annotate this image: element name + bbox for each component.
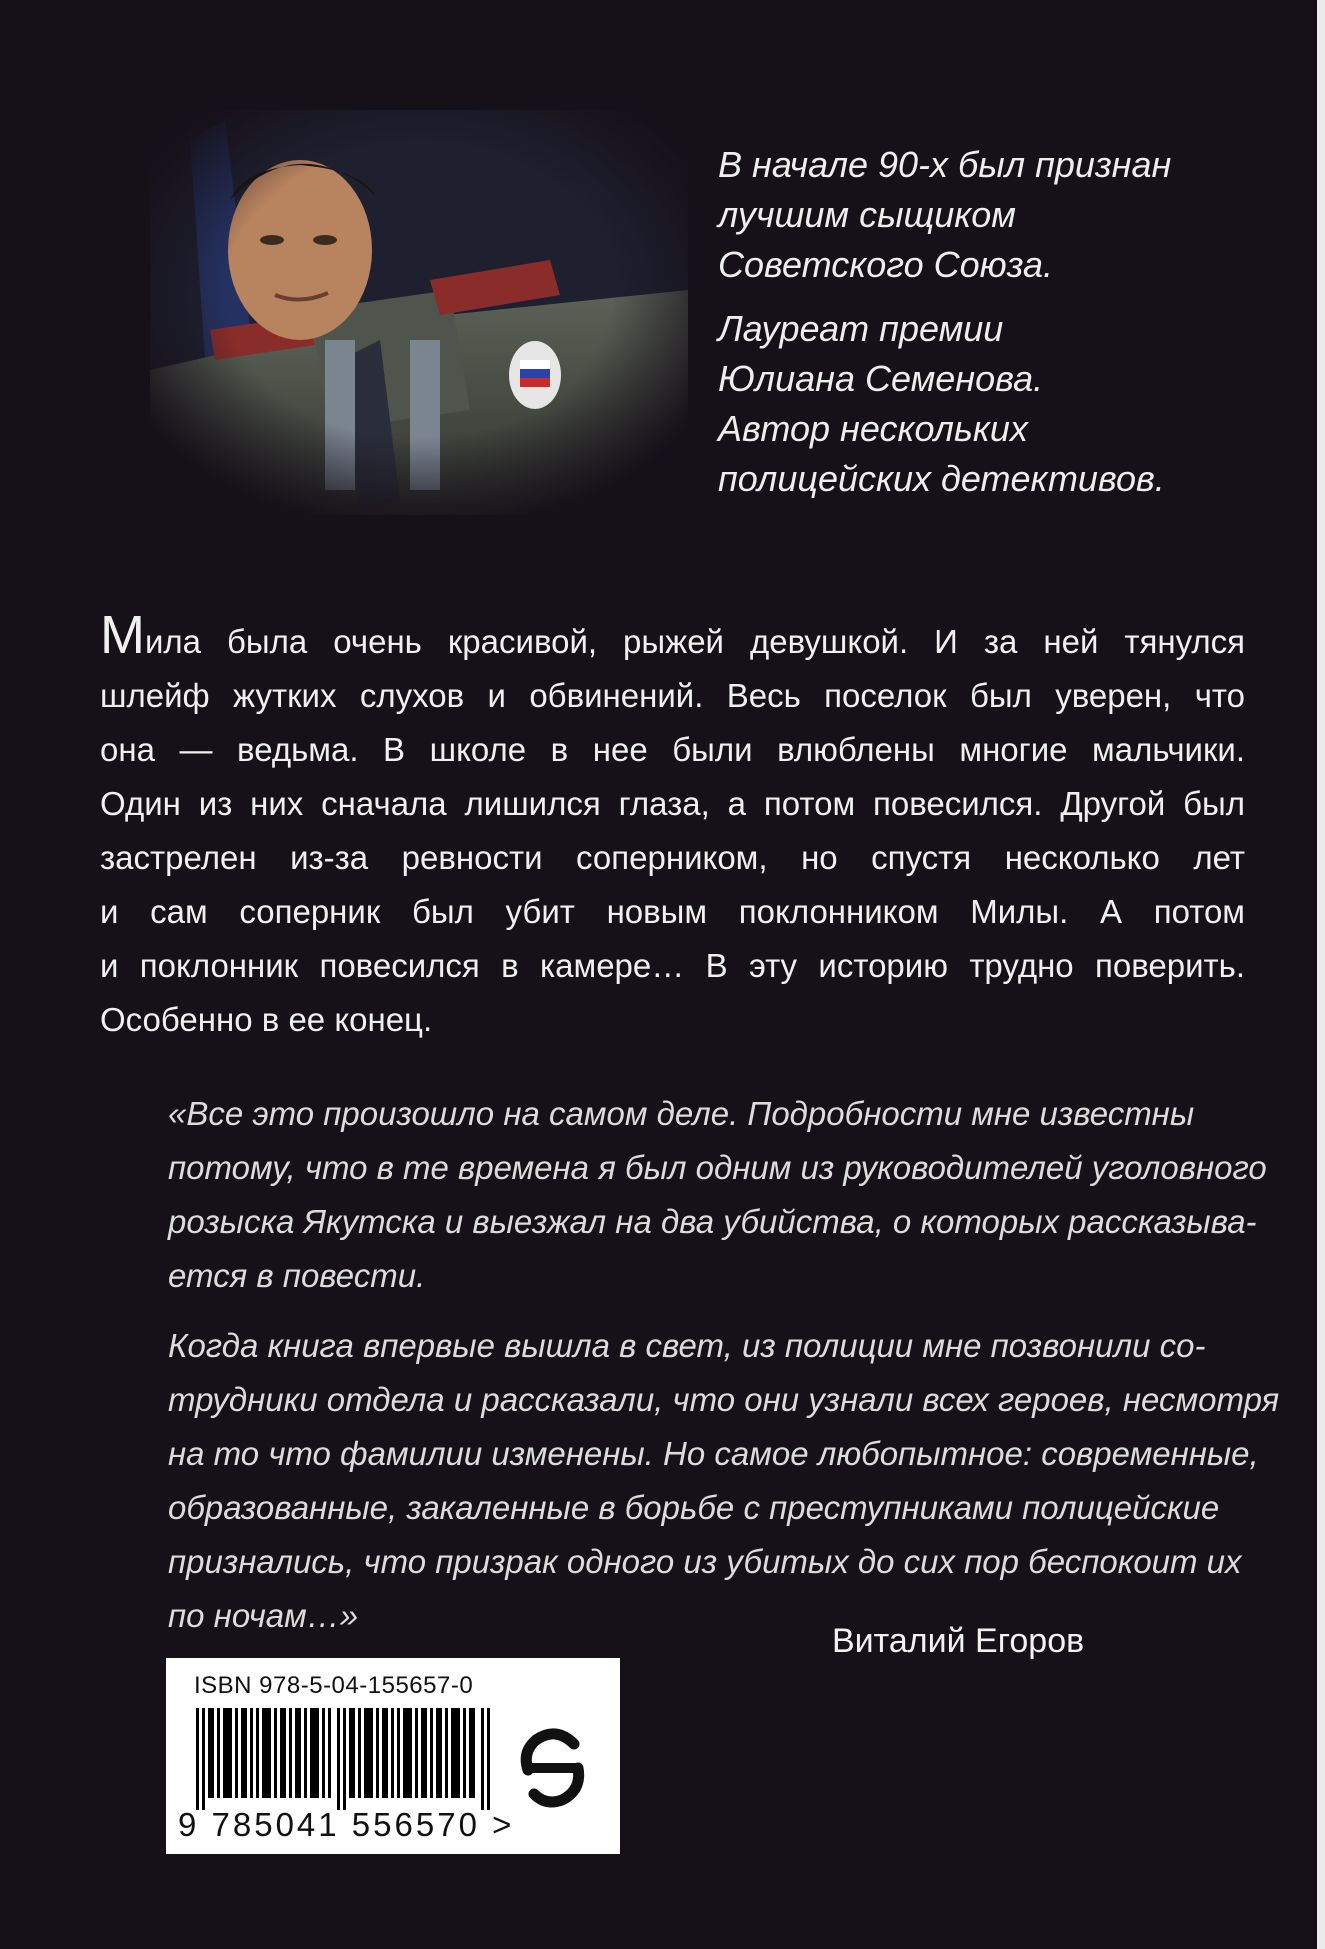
isbn-label: ISBN 978-5-04-155657-0	[194, 1672, 474, 1699]
quote-line: по ночам…»	[168, 1597, 359, 1634]
author-quote	[168, 1087, 1280, 1659]
author-bio	[718, 140, 1278, 518]
quote-line: признались, что призрак одного из убитых до сих пор беспокоит их	[168, 1543, 1242, 1580]
bio-paragraph-2	[718, 304, 1278, 504]
blurb-line: Мила была очень красивой, рыжей девушкой. И за ней тянулся	[100, 605, 1245, 665]
blurb-line: Особенно в ее конец.	[100, 1001, 433, 1038]
blurb-line: застрелен из-за ревности соперником, но спустя несколько лет	[100, 839, 1245, 876]
blurb-line: Один из них сначала лишился глаза, а потом повесился. Другой был	[100, 785, 1245, 822]
blurb-initial-letter: М	[100, 605, 145, 665]
quote-line: розыска Якутска и выезжал на два убийства, о которых рассказыва-	[168, 1203, 1257, 1240]
book-blurb	[100, 605, 1245, 1047]
blurb-line: шлейф жутких слухов и обвинений. Весь поселок был уверен, что	[100, 677, 1245, 714]
quote-line: на то что фамилии изменены. Но самое любопытное: современные,	[168, 1435, 1259, 1472]
quote-line: ется в повести.	[168, 1257, 426, 1294]
quote-line: «Все это произошло на самом деле. Подробности мне известны	[168, 1095, 1195, 1132]
bio-paragraph-1	[718, 140, 1278, 290]
isbn-block	[166, 1658, 620, 1854]
cover-edge	[1317, 0, 1325, 1949]
bio-line: Лауреат премии	[718, 308, 1004, 349]
bio-line: Автор нескольких	[718, 408, 1028, 449]
bio-line: Советского Союза.	[718, 244, 1054, 285]
bio-line: полицейских детективов.	[718, 458, 1165, 499]
quote-author: Виталий Егоров	[832, 1622, 1085, 1660]
quote-paragraph-1	[168, 1087, 1267, 1303]
blurb-line: и поклонник повесился в камере… В эту историю трудно поверить.	[100, 947, 1245, 984]
barcode-icon	[196, 1708, 496, 1810]
isbn-digits: 9 785041 556570 >	[178, 1806, 515, 1843]
quote-line: потому, что в те времена я был одним из руководителей уголовного	[168, 1149, 1267, 1186]
quote-paragraph-2	[168, 1319, 1280, 1643]
eksmo-logo-icon	[516, 1718, 596, 1818]
author-photo	[150, 110, 688, 515]
blurb-line: она — ведьма. В школе в нее были влюблены многие мальчики.	[100, 731, 1245, 768]
quote-line: трудники отдела и рассказали, что они узнали всех героев, несмотря	[168, 1381, 1280, 1418]
quote-line: Когда книга впервые вышла в свет, из полиции мне позвонили со-	[168, 1327, 1206, 1364]
bio-line: лучшим сыщиком	[718, 194, 1016, 235]
bio-line: В начале 90-х был признан	[718, 144, 1172, 185]
quote-line: образованные, закаленные в борьбе с преступниками полицейские	[168, 1489, 1220, 1526]
bio-line: Юлиана Семенова.	[718, 358, 1044, 399]
blurb-line: и сам соперник был убит новым поклонником Милы. А потом	[100, 893, 1245, 930]
